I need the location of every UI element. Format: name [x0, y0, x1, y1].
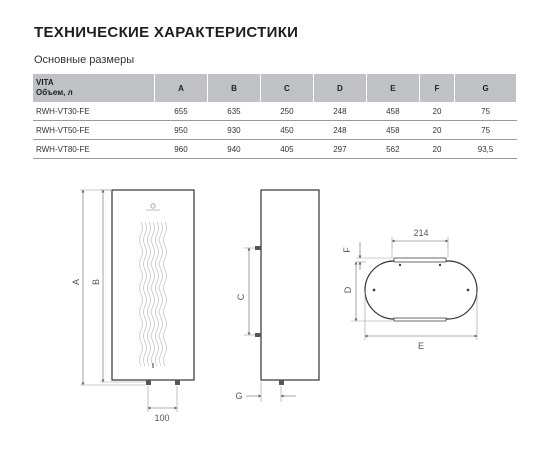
screw-icon: [467, 289, 470, 292]
heater-body-top: [365, 261, 477, 319]
value-cell: 75: [455, 102, 517, 121]
value-cell: 93,5: [455, 140, 517, 159]
section-subtitle: Основные размеры: [34, 54, 135, 66]
dimension-label-e: E: [417, 341, 425, 351]
column-header-g: G: [455, 74, 517, 102]
value-cell: 248: [313, 121, 366, 140]
dimension-label-g: G: [235, 391, 243, 401]
value-cell: 20: [419, 102, 454, 121]
value-cell: 562: [366, 140, 419, 159]
header-line-1: VITA: [36, 78, 54, 87]
dimension-label-b: B: [91, 278, 101, 286]
inlet-pipe: [146, 380, 151, 385]
value-cell: 960: [155, 140, 208, 159]
mount-plate-top: [394, 258, 446, 262]
dimension-label-d: D: [343, 286, 353, 294]
value-cell: 20: [419, 140, 454, 159]
dimension-label-c: C: [236, 293, 246, 301]
value-cell: 20: [419, 121, 454, 140]
top-view: [342, 228, 477, 351]
dimension-label-bottom: 100: [154, 413, 170, 423]
value-cell: 297: [313, 140, 366, 159]
value-cell: 458: [366, 121, 419, 140]
model-cell: RWH-VT50-FE: [33, 121, 155, 140]
column-header-b: B: [207, 74, 260, 102]
column-header-f: F: [419, 74, 454, 102]
value-cell: 450: [260, 121, 313, 140]
value-cell: 458: [366, 102, 419, 121]
model-cell: RWH-VT80-FE: [33, 140, 155, 159]
value-cell: 250: [260, 102, 313, 121]
value-cell: 635: [207, 102, 260, 121]
value-cell: 930: [207, 121, 260, 140]
column-header-d: D: [313, 74, 366, 102]
front-view: [71, 190, 194, 423]
lower-bracket: [255, 333, 261, 337]
column-header-e: E: [366, 74, 419, 102]
page-title: ТЕХНИЧЕСКИЕ ХАРАКТЕРИСТИКИ: [34, 24, 299, 41]
dimension-label-a: A: [71, 278, 81, 286]
outlet-pipe: [175, 380, 180, 385]
value-cell: 940: [207, 140, 260, 159]
value-cell: 950: [155, 121, 208, 140]
upper-bracket: [255, 246, 261, 250]
header-line-2: Объем, л: [36, 88, 73, 97]
mount-plate-bottom: [394, 318, 446, 321]
value-cell: 248: [313, 102, 366, 121]
model-cell: RWH-VT30-FE: [33, 102, 155, 121]
value-cell: 655: [155, 102, 208, 121]
screw-icon: [373, 289, 376, 292]
column-header-c: C: [260, 74, 313, 102]
heater-body-side: [261, 190, 319, 380]
side-view: [235, 190, 319, 402]
heater-body-front: [112, 190, 194, 380]
dimension-label-top: 214: [413, 228, 429, 238]
screw-icon: [439, 264, 441, 266]
value-cell: 75: [455, 121, 517, 140]
side-pipe: [279, 380, 284, 385]
column-header-a: A: [155, 74, 208, 102]
dimension-label-f: F: [342, 247, 352, 253]
value-cell: 405: [260, 140, 313, 159]
screw-icon: [399, 264, 401, 266]
